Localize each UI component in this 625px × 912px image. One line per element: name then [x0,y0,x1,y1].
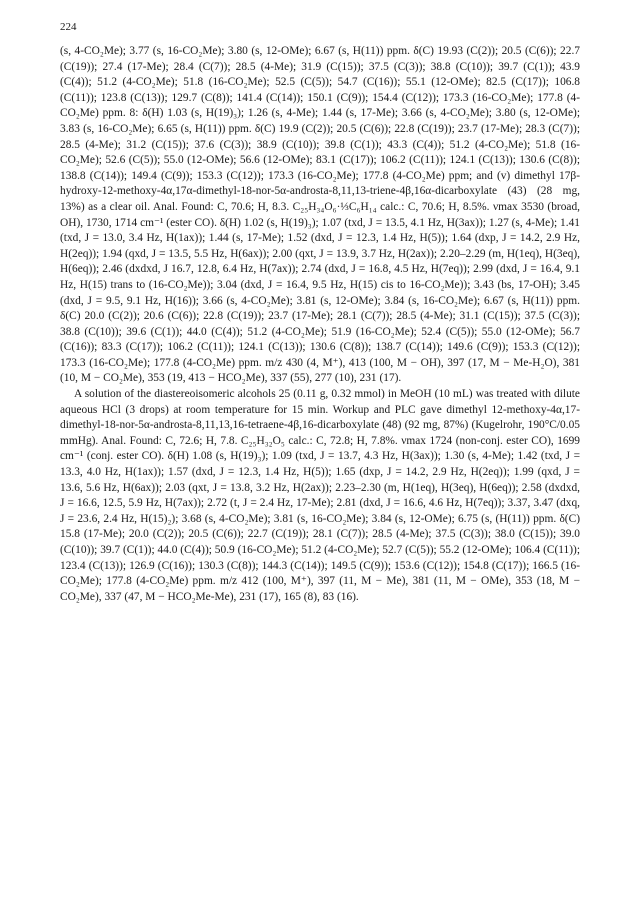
paragraph-spectral-data: (s, 4-CO₂Me); 3.77 (s, 16-CO₂Me); 3.80 (s, 12-OMe); 6.67 (s, H(11)) ppm. δ(C) 19.93 (C(2)); 20.5 (C(6)); 22.7 (C(19)); 27.4 (17-Me); 28.4 (C(7)); 28.5 (4-Me); 31.9 (C(15)); 37.5 (C(3)); 38.8 (C(10)); 39.7 (C(1)); 43.9 (C(4)); 51.2 (4-CO₂Me); 51.8 (16-CO₂Me); 52.5 (C(5)); 54.7 (C(16)); 55.1 (12-OMe); 82.5 (C(17)); 106.8 (C(11)); 123.8 (C(13)); 129.7 (C(8)); 141.4 (C(14)); 150.1 (C(9)); 154.4 (C(12)); 173.3 (16-CO₂Me); 177.8 (4-CO₂Me) ppm. 8: δ(H) 1.03 (s, H(19)₃); 1.26 (s, 4-Me); 1.44 (s, 17-Me); 3.66 (s, 4-CO₂Me); 3.80 (s, 12-OMe); 3.83 (s, 16-CO₂Me); 6.65 (s, H(11)) ppm. δ(C) 19.9 (C(2)); 20.5 (C(6)); 22.8 (C(19)); 23.7 (17-Me); 28.3 (C(7)); 28.5 (4-Me); 31.2 (C(15)); 37.6 (C(3)); 38.9 (C(10)); 39.8 (C(1)); 43.3 (C(4)); 51.2 (4-CO₂Me); 51.8 (16-CO₂Me); 52.6 (C(5)); 55.0 (12-OMe); 56.6 (12-OMe); 83.1 (C(17)); 106.2 (C(11)); 124.1 (C(13)); 130.6 (C(8)); 138.8 (C(14)); 149.4 (C(9)); 153.3 (C(12)); 173.3 (16-CO₂Me); 177.8 (4-CO₂Me) ppm; and (v) dimethyl 17β-hydroxy-12-methoxy-4α,17α-dimethyl-18-nor-5α-androsta-8,11,13-triene-4β,16α-dicarboxylate (43) (28 mg, 13%) as a clear oil. Anal. Found: C, 70.6; H, 8.3. C₂₅H₃₄O₆·⅓C₆H₁₄ calc.: C, 70.6; H, 8.5%. νmax 3530 (broad, OH), 1730, 1714 cm⁻¹ (ester CO). δ(H) 1.02 (s, H(19)₃); 1.07 (txd, J = 13.5, 4.1 Hz, H(3ax)); 1.27 (s, 4-Me); 1.41 (txd, J = 13.0, 3.4 Hz, H(1ax)); 1.44 (s, 17-Me); 1.52 (dxd, J = 12.3, 1.4 Hz, H(5)); 1.64 (dxp, J = 14.2, 2.9 Hz, H(2eq)); 1.94 (qxd, J = 13.5, 5.5 Hz, H(6ax)); 2.00 (qxt, J = 13.9, 3.7 Hz, H(2ax)); 2.20–2.29 (m, H(1eq), H(3eq), H(6eq)); 2.46 (dxdxd, J 16.7, 12.8, 6.4 Hz, H(7ax)); 2.74 (dxd, J = 16.8, 4.5 Hz, H(7eq)); 2.99 (dxd, J = 16.4, 9.1 Hz, H(15) trans to (16-CO₂Me)); 3.04 (dxd, J = 16.4, 9.5 Hz, H(15) cis to 16-CO₂Me)); 3.43 (bs, 17-OH); 3.45 (dxd, J = 9.5, 9.1 Hz, H(16)); 3.66 (s, 4-CO₂Me); 3.81 (s, 12-OMe); 3.84 (s, 16-CO₂Me); 6.67 (s, H(11)) ppm. δ(C) 20.0 (C(2)); 20.6 (C(6)); 22.8 (C(19)); 23.7 (17-Me); 28.1 (C(7)); 28.5 (4-Me); 31.1 (C(15)); 37.5 (C(3)); 38.8 (C(10)); 39.6 (C(1)); 44.0 (C(4)); 51.2 (4-CO₂Me); 51.9 (16-CO₂Me); 52.4 (C(5)); 55.0 (12-OMe); 56.7 (C(16)); 83.3 (C(17)); 106.2 (C(11)); 124.1 (C(13)); 130.6 (C(8)); 138.7 (C(14)); 149.6 (C(9)); 153.3 (C(12)); 173.3 (16-CO₂Me); 177.8 (4-CO₂Me) ppm. m/z 430 (4, M⁺), 413 (100, M − OH), 397 (17, M − Me-H₂O), 381 (10, M − CO₂Me), 353 (19, 413 − HCO₂Me), 337 (55), 277 (10), 231 (17). [60,45,580,385]
page-number: 224 [60,21,77,33]
journal-page [60,20,580,605]
paragraph-alcohols-procedure: A solution of the diastereoisomeric alcohols 25 (0.11 g, 0.32 mmol) in MeOH (10 mL) was treated with dilute aqueous HCl (3 drops) at room temperature for 15 min. Workup and PLC gave dimethyl 12-methoxy-4α,17-dimethyl-18-nor-5α-androsta-8,11,13,16-tetraene-4β,16-dicarboxylate (48) (92 mg, 87%) (Kugelrohr, 190°C/0.05 mmHg). Anal. Found: C, 72.6; H, 7.8. C₂₅H₃₂O₅ calc.: C, 72.8; H, 7.8%. νmax 1724 (non-conj. ester CO), 1699 cm⁻¹ (conj. ester CO). δ(H) 1.08 (s, H(19)₃); 1.09 (txd, J = 13.7, 4.3 Hz, H(3ax)); 1.30 (s, 4-Me); 1.42 (txd, J = 13.3, 4.0 Hz, H(1ax)); 1.57 (dxd, J = 12.3, 1.4 Hz, H(5)); 1.65 (dxp, J = 14.2, 2.9 Hz, H(2eq)); 1.99 (qxd, J = 13.6, 5.6 Hz, H(6ax)); 2.03 (qxt, J = 13.8, 3.2 Hz, H(2ax)); 2.23–2.30 (m, H(1eq), H(3eq), H(6eq)); 2.58 (dxdxd, J = 16.6, 12.5, 5.9 Hz, H(7ax)); 2.72 (t, J = 2.4 Hz, 17-Me); 2.81 (dxd, J = 16.6, 4.6 Hz, H(7eq)); 3.37, 3.47 (dxq, J = 23.6, 2.4 Hz, H(15)₂); 3.68 (s, 4-CO₂Me); 3.81 (s, 16-CO₂Me); 3.84 (s, 12-OMe); 6.75 (s, (H(11)) ppm. δ(C) 15.8 (17-Me); 20.0 (C(2)); 20.5 (C(6)); 22.7 (C(19)); 28.1 (C(7)); 28.5 (4-Me); 37.5 (C(3)); 38.0 (C(15)); 39.0 (C(10)); 39.7 (C(1)); 44.0 (C(4)); 50.9 (16-CO₂Me); 51.2 (4-CO₂Me); 52.7 (C(5)); 55.2 (12-OMe); 106.4 (C(11)); 123.4 (C(13)); 126.9 (C(16)); 130.3 (C(8)); 144.3 (C(14)); 149.5 (C(9)); 153.6 (C(12)); 154.8 (C(17)); 166.5 (16-CO₂Me); 177.8 (4-CO₂Me) ppm. m/z 412 (100, M⁺), 397 (11, M − Me), 381 (11, M − OMe), 353 (18, M − CO₂Me), 337 (47, M − HCO₂Me-Me), 231 (17), 165 (8), 83 (16). [60,388,580,603]
